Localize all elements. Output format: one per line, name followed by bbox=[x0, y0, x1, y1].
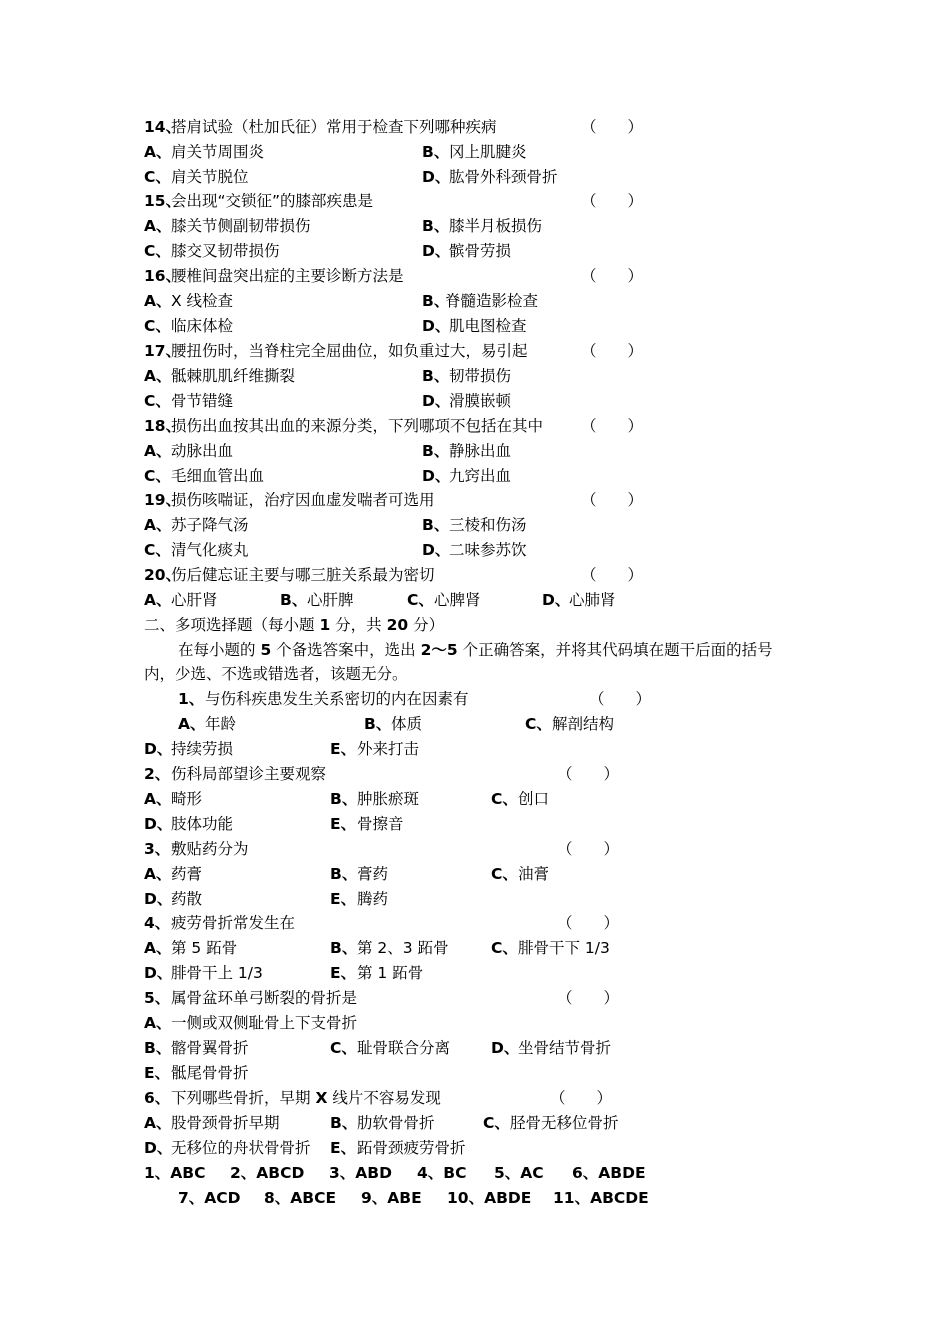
question-number: 5、 bbox=[144, 989, 171, 1007]
option-letter: C、 bbox=[330, 1039, 357, 1057]
option-text: 苏子降气汤 bbox=[171, 516, 249, 534]
question-stem: 与伤科疾患发生关系密切的内在因素有 bbox=[205, 690, 469, 708]
question-stem: 伤科局部望诊主要观察 bbox=[171, 765, 327, 783]
option-text: 冈上肌腱炎 bbox=[449, 143, 527, 161]
option-text: 心肝脾 bbox=[307, 591, 354, 609]
option-letter: D、 bbox=[144, 815, 173, 833]
option-text: 二味参苏饮 bbox=[449, 541, 527, 559]
question-14 bbox=[0, 115, 950, 140]
option-letter: C、 bbox=[144, 541, 171, 559]
section-heading bbox=[0, 613, 950, 638]
question-number: 6、 bbox=[144, 1089, 171, 1107]
multi-question-2 bbox=[0, 762, 950, 787]
option-text: 创口 bbox=[518, 790, 550, 808]
options-row bbox=[0, 1136, 950, 1161]
option-letter: D、 bbox=[144, 1139, 173, 1157]
answer-key-item: 10、ABDE bbox=[447, 1189, 532, 1207]
option-letter: D、 bbox=[144, 890, 173, 908]
answer-parenthesis: （ ） bbox=[581, 118, 644, 136]
option-text: 年龄 bbox=[205, 715, 237, 733]
answer-key-item: 5、AC bbox=[494, 1164, 544, 1182]
options-row bbox=[0, 439, 950, 464]
option-text: 肿胀瘀斑 bbox=[357, 790, 420, 808]
option-text: 髂骨翼骨折 bbox=[171, 1039, 249, 1057]
option-text: 一侧或双侧耻骨上下支骨折 bbox=[171, 1014, 358, 1032]
stem-part: 下列哪些骨折，早期 bbox=[171, 1089, 316, 1107]
option-text: 静脉出血 bbox=[449, 442, 512, 460]
question-number: 14、 bbox=[144, 118, 182, 136]
answer-parenthesis: （ ） bbox=[557, 989, 620, 1007]
answer-parenthesis: （ ） bbox=[557, 840, 620, 858]
option-text: 肩关节周围炎 bbox=[171, 143, 265, 161]
options-row bbox=[0, 140, 950, 165]
options-row bbox=[0, 289, 950, 314]
multi-question-5 bbox=[0, 986, 950, 1011]
option-letter: D、 bbox=[144, 740, 173, 758]
instr-number: 2～5 bbox=[420, 641, 458, 659]
heading-number: 20 bbox=[386, 616, 409, 634]
options-row bbox=[0, 538, 950, 563]
instructions-text: 内，少选、不选或错选者，该题无分。 bbox=[144, 665, 408, 683]
answer-key-item: 11、ABCDE bbox=[553, 1189, 649, 1207]
question-stem: 敷贴药分为 bbox=[171, 840, 249, 858]
option-letter: E、 bbox=[330, 890, 357, 908]
option-letter: B、 bbox=[330, 865, 358, 883]
option-letter: B、 bbox=[330, 939, 358, 957]
option-letter: D、 bbox=[422, 392, 451, 410]
answer-parenthesis: （ ） bbox=[581, 267, 644, 285]
instr-part: 个正确答案，并将其代码填在题干后面的括号 bbox=[457, 641, 773, 659]
question-15 bbox=[0, 189, 950, 214]
option-text: 心肝肾 bbox=[171, 591, 218, 609]
heading-part: 二、多项选择题（每小题 bbox=[144, 616, 320, 634]
option-text: 畸形 bbox=[171, 790, 203, 808]
question-stem: 搭肩试验（杜加氏征）常用于检查下列哪种疾病 bbox=[171, 118, 497, 136]
option-letter: D、 bbox=[491, 1039, 520, 1057]
option-text: 膏药 bbox=[357, 865, 389, 883]
option-letter: B、 bbox=[330, 1114, 358, 1132]
answer-parenthesis: （ ） bbox=[581, 491, 644, 509]
option-text: 三棱和伤汤 bbox=[449, 516, 527, 534]
option-letter: C、 bbox=[483, 1114, 510, 1132]
option-text: 第 1 跖骨 bbox=[357, 964, 424, 982]
options-row bbox=[0, 364, 950, 389]
option-letter: C、 bbox=[525, 715, 552, 733]
option-letter: C、 bbox=[144, 467, 171, 485]
question-stem: 属骨盆环单弓断裂的骨折是 bbox=[171, 989, 358, 1007]
options-row bbox=[0, 389, 950, 414]
question-17 bbox=[0, 339, 950, 364]
answer-parenthesis: （ ） bbox=[550, 1089, 613, 1107]
option-letter: B、 bbox=[280, 591, 308, 609]
option-text: 骨擦音 bbox=[357, 815, 404, 833]
option-letter: E、 bbox=[330, 964, 357, 982]
answer-parenthesis: （ ） bbox=[581, 192, 644, 210]
answer-key-item: 8、ABCE bbox=[264, 1189, 337, 1207]
option-text: 肢体功能 bbox=[171, 815, 234, 833]
option-letter: D、 bbox=[144, 964, 173, 982]
options-row bbox=[0, 588, 950, 613]
option-letter: A、 bbox=[144, 217, 172, 235]
option-text: 骶棘肌肌纤维撕裂 bbox=[171, 367, 296, 385]
option-letter: D、 bbox=[422, 242, 451, 260]
heading-part: 分） bbox=[408, 616, 445, 634]
option-text: 耻骨联合分离 bbox=[357, 1039, 451, 1057]
question-stem: 腰扭伤时，当脊柱完全屈曲位，如负重过大，易引起 bbox=[171, 342, 528, 360]
option-letter: C、 bbox=[144, 392, 171, 410]
option-text: 韧带损伤 bbox=[449, 367, 512, 385]
option-letter: B、 bbox=[422, 367, 450, 385]
option-text: 肩关节脱位 bbox=[171, 168, 249, 186]
option-letter: C、 bbox=[144, 168, 171, 186]
options-row bbox=[0, 239, 950, 264]
option-text: 清气化痰丸 bbox=[171, 541, 249, 559]
option-text: 膝交叉韧带损伤 bbox=[171, 242, 280, 260]
option-letter: A、 bbox=[144, 516, 172, 534]
option-letter: B、 bbox=[422, 292, 450, 310]
multi-question-6 bbox=[0, 1086, 950, 1111]
option-letter: C、 bbox=[144, 317, 171, 335]
option-text: 无移位的舟状骨骨折 bbox=[171, 1139, 311, 1157]
option-text: 腾药 bbox=[357, 890, 389, 908]
option-text: 膝半月板损伤 bbox=[449, 217, 543, 235]
question-stem: 伤后健忘证主要与哪三脏关系最为密切 bbox=[171, 566, 435, 584]
question-stem: 疲劳骨折常发生在 bbox=[171, 914, 296, 932]
option-letter: C、 bbox=[491, 939, 518, 957]
option-letter: D、 bbox=[422, 168, 451, 186]
option-letter: A、 bbox=[144, 367, 172, 385]
option-letter: A、 bbox=[178, 715, 206, 733]
multi-question-4 bbox=[0, 911, 950, 936]
option-letter: A、 bbox=[144, 1014, 172, 1032]
answer-key-item: 7、ACD bbox=[178, 1189, 241, 1207]
option-text: X 线检查 bbox=[171, 292, 234, 310]
question-16 bbox=[0, 264, 950, 289]
question-stem bbox=[171, 1086, 441, 1111]
options-row bbox=[0, 737, 950, 762]
answer-key-item: 1、ABC bbox=[144, 1164, 206, 1182]
options-row bbox=[0, 464, 950, 489]
question-19 bbox=[0, 488, 950, 513]
options-row bbox=[0, 1036, 950, 1061]
question-18 bbox=[0, 414, 950, 439]
option-text: 胫骨无移位骨折 bbox=[510, 1114, 619, 1132]
option-letter: A、 bbox=[144, 143, 172, 161]
options-row bbox=[0, 165, 950, 190]
question-number: 18、 bbox=[144, 417, 182, 435]
option-letter: E、 bbox=[330, 1139, 357, 1157]
answer-parenthesis: （ ） bbox=[581, 417, 644, 435]
options-row bbox=[0, 887, 950, 912]
answer-key-item: 2、ABCD bbox=[230, 1164, 305, 1182]
option-text: 九窍出血 bbox=[449, 467, 512, 485]
option-letter: A、 bbox=[144, 442, 172, 460]
question-number: 2、 bbox=[144, 765, 171, 783]
answer-key-row bbox=[0, 1186, 950, 1211]
question-number: 1、 bbox=[178, 690, 205, 708]
multi-question-1 bbox=[0, 687, 950, 712]
options-row bbox=[0, 812, 950, 837]
question-number: 17、 bbox=[144, 342, 182, 360]
option-letter: B、 bbox=[422, 516, 450, 534]
option-text: 临床体检 bbox=[171, 317, 234, 335]
option-letter: C、 bbox=[407, 591, 434, 609]
heading-part: 分，共 bbox=[330, 616, 387, 634]
option-text: 心肺肾 bbox=[569, 591, 616, 609]
instructions-line2 bbox=[0, 662, 950, 687]
option-text: 脊髓造影检查 bbox=[445, 292, 539, 310]
answer-key-item: 4、BC bbox=[417, 1164, 467, 1182]
question-20 bbox=[0, 563, 950, 588]
question-number: 4、 bbox=[144, 914, 171, 932]
option-text: 第 2、3 跖骨 bbox=[357, 939, 449, 957]
option-text: 毛细血管出血 bbox=[171, 467, 265, 485]
option-text: 肌电图检查 bbox=[449, 317, 527, 335]
answer-parenthesis: （ ） bbox=[581, 342, 644, 360]
option-letter: D、 bbox=[422, 317, 451, 335]
answer-parenthesis: （ ） bbox=[557, 914, 620, 932]
option-text: 体质 bbox=[391, 715, 423, 733]
heading-number: 1 bbox=[319, 616, 331, 634]
option-letter: A、 bbox=[144, 591, 172, 609]
option-text: 肱骨外科颈骨折 bbox=[449, 168, 558, 186]
options-row bbox=[0, 1111, 950, 1136]
option-text: 持续劳损 bbox=[171, 740, 234, 758]
options-row bbox=[0, 1061, 950, 1086]
option-text: 股骨颈骨折早期 bbox=[171, 1114, 280, 1132]
question-stem: 会出现“交锁征”的膝部疾患是 bbox=[171, 192, 374, 210]
option-text: 骶尾骨骨折 bbox=[171, 1064, 249, 1082]
question-stem: 损伤咳喘证，治疗因血虚发喘者可选用 bbox=[171, 491, 435, 509]
question-number: 19、 bbox=[144, 491, 182, 509]
instructions bbox=[0, 638, 950, 663]
question-stem: 损伤出血按其出血的来源分类，下列哪项不包括在其中 bbox=[171, 417, 544, 435]
options-row bbox=[0, 862, 950, 887]
option-letter: A、 bbox=[144, 939, 172, 957]
option-letter: B、 bbox=[330, 790, 358, 808]
options-row bbox=[0, 1011, 950, 1036]
option-letter: D、 bbox=[422, 541, 451, 559]
answer-parenthesis: （ ） bbox=[589, 690, 652, 708]
options-row bbox=[0, 787, 950, 812]
option-text: 腓骨干上 1/3 bbox=[171, 964, 263, 982]
option-text: 腓骨干下 1/3 bbox=[518, 939, 610, 957]
option-letter: B、 bbox=[422, 217, 450, 235]
option-letter: C、 bbox=[144, 242, 171, 260]
option-text: 骨节错缝 bbox=[171, 392, 234, 410]
options-row bbox=[0, 513, 950, 538]
stem-part: 线片不容易发现 bbox=[327, 1089, 441, 1107]
option-letter: C、 bbox=[491, 790, 518, 808]
option-text: 心脾肾 bbox=[434, 591, 481, 609]
instructions-text bbox=[178, 638, 773, 663]
option-letter: A、 bbox=[144, 865, 172, 883]
option-text: 坐骨结节骨折 bbox=[518, 1039, 612, 1057]
option-letter: B、 bbox=[364, 715, 392, 733]
option-text: 药散 bbox=[171, 890, 203, 908]
option-letter: A、 bbox=[144, 292, 172, 310]
option-text: 滑膜嵌顿 bbox=[449, 392, 512, 410]
section-heading-text bbox=[144, 613, 444, 638]
option-letter: E、 bbox=[144, 1064, 171, 1082]
question-number: 3、 bbox=[144, 840, 171, 858]
option-letter: D、 bbox=[542, 591, 571, 609]
option-letter: A、 bbox=[144, 1114, 172, 1132]
question-number: 15、 bbox=[144, 192, 182, 210]
option-text: 解剖结构 bbox=[552, 715, 615, 733]
option-letter: B、 bbox=[422, 143, 450, 161]
option-text: 动脉出血 bbox=[171, 442, 234, 460]
options-row bbox=[0, 314, 950, 339]
answer-key-item: 9、ABE bbox=[361, 1189, 422, 1207]
options-row bbox=[0, 961, 950, 986]
answer-key-item: 3、ABD bbox=[329, 1164, 392, 1182]
options-row bbox=[0, 936, 950, 961]
answer-key-row bbox=[0, 1161, 950, 1186]
option-letter: B、 bbox=[144, 1039, 172, 1057]
instr-part: 个备选答案中，选出 bbox=[271, 641, 421, 659]
question-stem: 腰椎间盘突出症的主要诊断方法是 bbox=[171, 267, 404, 285]
option-text: 肋软骨骨折 bbox=[357, 1114, 435, 1132]
options-row bbox=[0, 712, 950, 737]
answer-key-item: 6、ABDE bbox=[572, 1164, 646, 1182]
instr-part: 在每小题的 bbox=[178, 641, 261, 659]
multi-question-3 bbox=[0, 837, 950, 862]
stem-part: X bbox=[315, 1089, 328, 1107]
answer-parenthesis: （ ） bbox=[581, 566, 644, 584]
option-letter: B、 bbox=[422, 442, 450, 460]
option-text: 跖骨颈疲劳骨折 bbox=[357, 1139, 466, 1157]
option-text: 外来打击 bbox=[357, 740, 420, 758]
option-letter: D、 bbox=[422, 467, 451, 485]
option-text: 第 5 跖骨 bbox=[171, 939, 238, 957]
option-text: 油膏 bbox=[518, 865, 550, 883]
option-letter: E、 bbox=[330, 815, 357, 833]
option-text: 髌骨劳损 bbox=[449, 242, 512, 260]
option-letter: C、 bbox=[491, 865, 518, 883]
option-letter: E、 bbox=[330, 740, 357, 758]
answer-parenthesis: （ ） bbox=[557, 765, 620, 783]
option-text: 膝关节侧副韧带损伤 bbox=[171, 217, 311, 235]
instr-number: 5 bbox=[260, 641, 272, 659]
option-letter: A、 bbox=[144, 790, 172, 808]
options-row bbox=[0, 214, 950, 239]
option-text: 药膏 bbox=[171, 865, 203, 883]
question-number: 20、 bbox=[144, 566, 182, 584]
question-number: 16、 bbox=[144, 267, 182, 285]
